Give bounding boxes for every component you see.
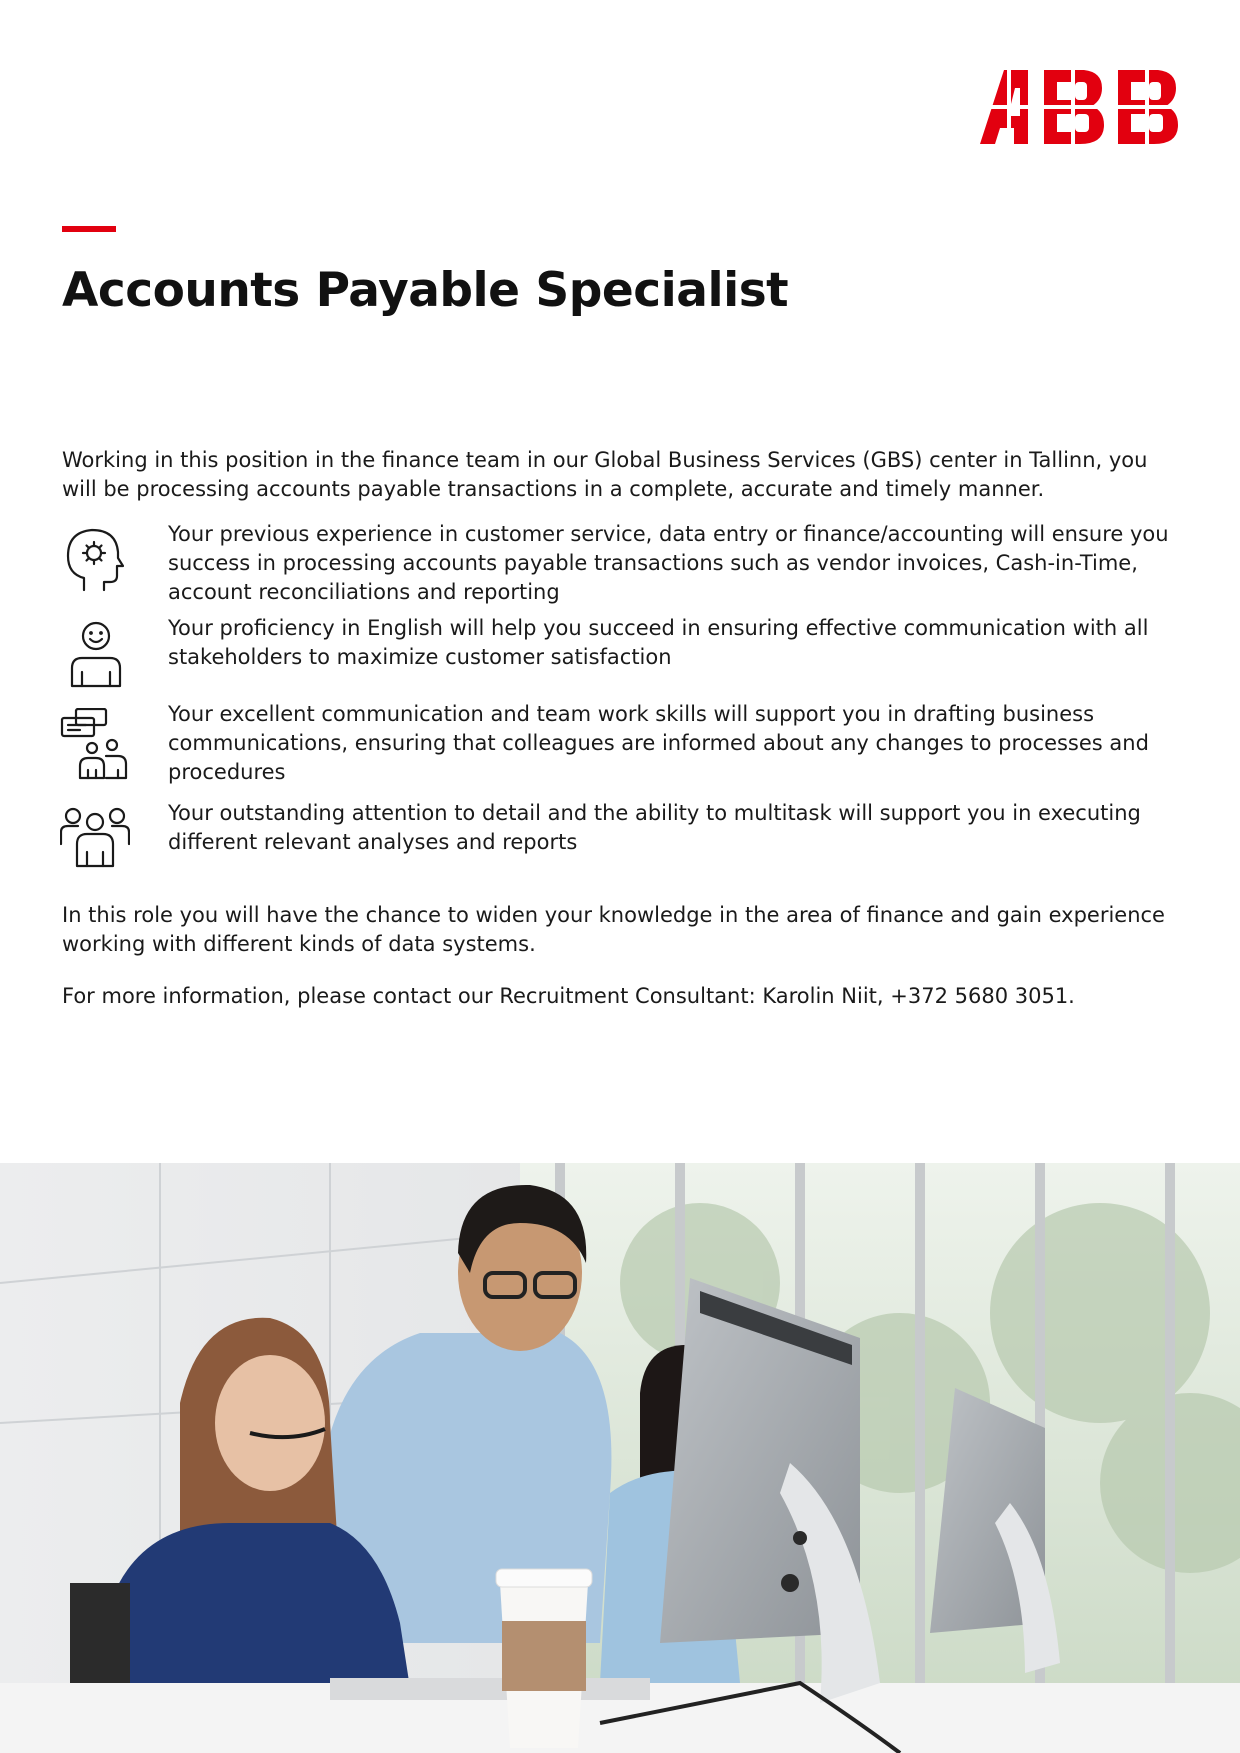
intro-paragraph: Working in this position in the finance team in our Global Business Services (GBS) center in Tallinn, you will be processing accounts payable transactions in a complete, accurate and timely manner. (62, 448, 1148, 501)
messages-people-icon (60, 708, 132, 780)
point-text-3: Your excellent communication and team work skills will support you in drafting business communications, ensuring that colleagues are informed about any changes to processes and procedures (168, 702, 1149, 784)
smiling-person-icon (60, 620, 124, 688)
page-title: Accounts Payable Specialist (62, 263, 789, 318)
team-icon (60, 806, 130, 868)
office-photo (0, 1163, 1240, 1753)
point-text-1: Your previous experience in customer service, data entry or finance/accounting will ensure you success in processing accounts payable transactions such as vendor invoices, Cash-in-Time, account reconciliations and reporting (168, 522, 1169, 604)
point-text-2: Your proficiency in English will help you succeed in ensuring effective communication with all stakeholders to maximize customer satisfaction (168, 616, 1149, 669)
contact-paragraph: For more information, please contact our Recruitment Consultant: Karolin Niit, +372 5680 3051. (62, 984, 1075, 1008)
point-text-4: Your outstanding attention to detail and the ability to multitask will support you in executing different relevant analyses and reports (168, 801, 1141, 854)
closing-paragraph: In this role you will have the chance to widen your knowledge in the area of finance and gain experience working with different kinds of data systems. (62, 903, 1165, 956)
head-gear-icon (60, 526, 124, 594)
title-accent-bar (62, 226, 116, 232)
abb-logo (980, 70, 1178, 144)
